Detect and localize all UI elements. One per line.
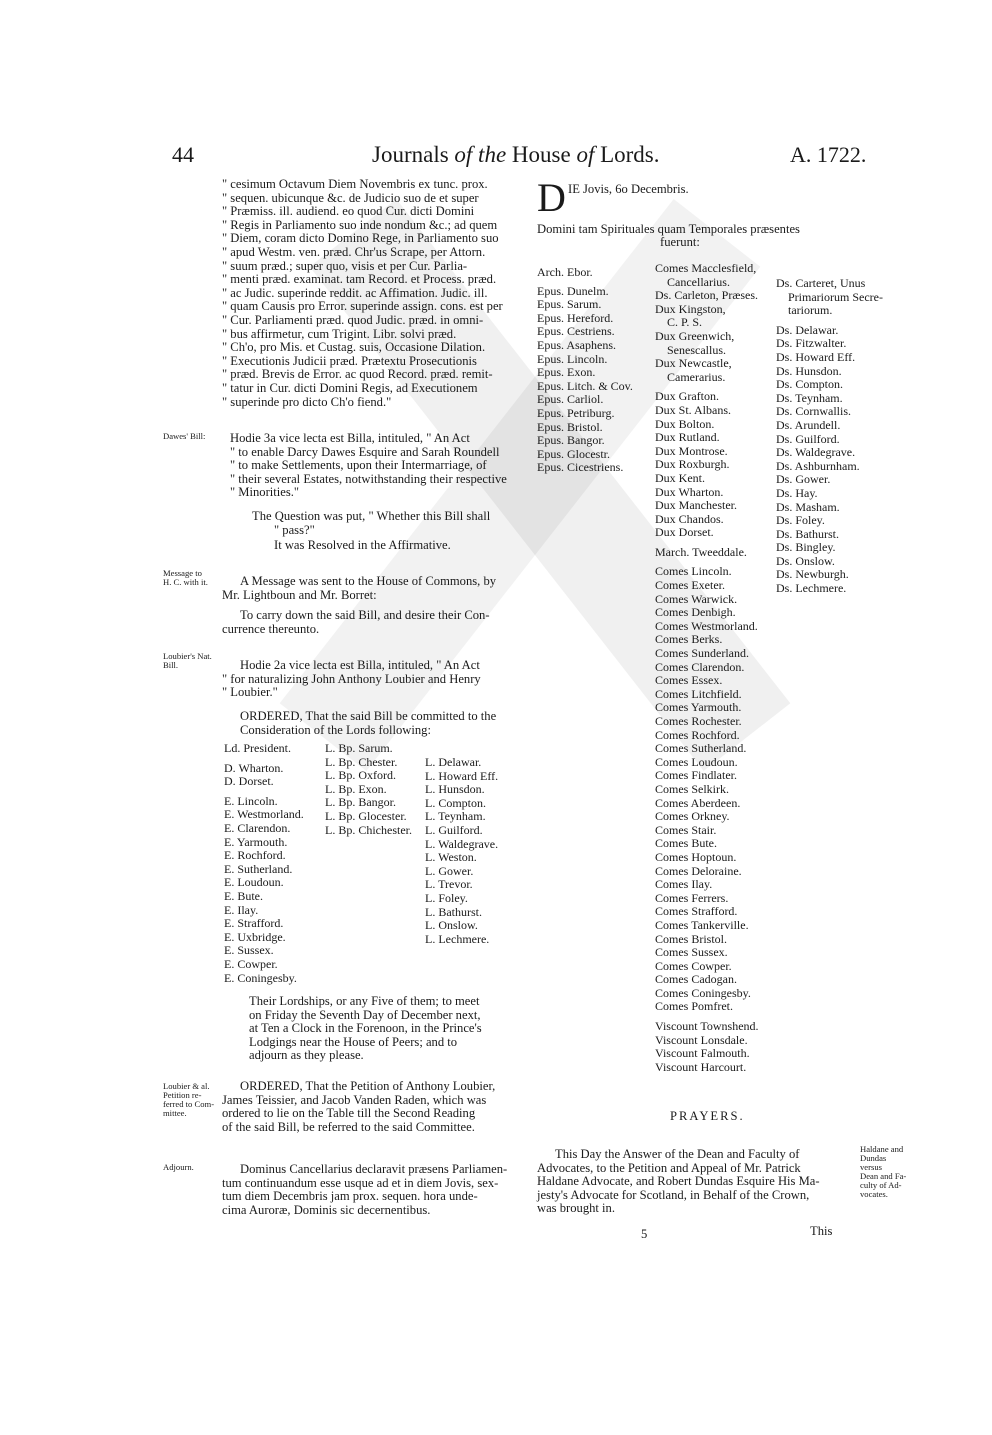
list-item: E. Strafford.: [224, 916, 284, 931]
margin-note-adjourn: Adjourn.: [163, 1162, 194, 1172]
text-line: " quam Causis pro Error. superinde assign. cons. est per: [222, 299, 503, 314]
list-item: D. Dorset.: [224, 774, 274, 789]
list-item: Epus. Carliol.: [537, 392, 604, 407]
list-item: Comes Denbigh.: [655, 605, 736, 620]
page-number: 44: [172, 142, 194, 167]
list-item: Comes Rochester.: [655, 714, 742, 728]
list-item: Dux Newcastle,: [655, 356, 732, 371]
margin-line: versus: [860, 1162, 882, 1172]
text-line: of the said Bill, be referred to the said Committee.: [222, 1119, 475, 1134]
list-item: Dux Kingston,: [655, 301, 726, 316]
list-item: Ds. Newburgh.: [776, 567, 849, 582]
list-item: Comes Orkney.: [655, 809, 730, 824]
list-item: Arch. Ebor.: [537, 265, 593, 279]
list-item: Epus. Dunelm.: [537, 283, 609, 298]
margin-note-message: [163, 569, 208, 587]
text-line: " for naturalizing John Anthony Loubier and Henry: [222, 671, 481, 686]
list-item: Comes Sutherland.: [655, 741, 747, 756]
barons-column: [776, 277, 883, 596]
drop-cap: D: [537, 175, 566, 220]
present-heading-cont: fuerunt:: [660, 235, 700, 249]
list-item: Cancellarius.: [667, 274, 730, 289]
date-line: IE Jovis, 6o Decembris.: [568, 182, 689, 196]
list-item: Dux Bolton.: [655, 416, 715, 431]
list-item: Viscount Lonsdale.: [655, 1032, 748, 1047]
list-item: Ds. Arundell.: [776, 417, 841, 432]
list-item: Viscount Harcourt.: [655, 1059, 747, 1074]
list-item: E. Westmorland.: [224, 807, 304, 822]
margin-line: Loubier's Nat.: [163, 651, 212, 661]
list-item: E. Uxbridge.: [224, 929, 286, 944]
loubier-bill-entry: [222, 659, 481, 700]
list-item: L. Lechmere.: [425, 931, 490, 946]
list-item: L. Delawar.: [425, 755, 482, 769]
title-word-journals: Journals: [372, 142, 449, 167]
list-item: Primariorum Secre-: [788, 289, 883, 304]
list-item: Epus. Lincoln.: [537, 351, 608, 366]
margin-line: Loubier & al.: [163, 1081, 210, 1091]
list-item: Comes Stair.: [655, 822, 717, 837]
text-line: ORDERED, That the said Bill be committed to the: [240, 709, 497, 723]
list-item: L. Hunsdon.: [425, 782, 485, 797]
margin-note-petition: [163, 1082, 214, 1118]
margin-note-haldane: [860, 1145, 906, 1199]
list-item: Comes Berks.: [655, 632, 723, 647]
margin-line: mittee.: [163, 1108, 187, 1118]
text-line: " their several Estates, notwithstanding their respective: [230, 471, 507, 486]
text-line: currence thereunto.: [222, 621, 320, 636]
list-item: Comes Cowper.: [655, 958, 732, 973]
list-item: Ds. Delawar.: [776, 322, 839, 337]
list-item: Comes Clarendon.: [655, 659, 745, 674]
text-line: " Ch'o, pro Mis. et Custag. suis, Occasione Dilation.: [222, 340, 486, 355]
text-line: " tatur in Cur. dicti Domini Regis, ad Executionem: [222, 380, 478, 395]
text-line: Lodgings near the House of Peers; and to: [249, 1034, 458, 1049]
text-line: A Message was sent to the House of Commons, by: [240, 574, 497, 588]
margin-line: Haldane and: [860, 1144, 904, 1154]
list-item: Epus. Hereford.: [537, 310, 614, 325]
text-line: " ac Judic. superinde reddit. ac Affimation. Judic. ill.: [222, 285, 488, 300]
text-line: " bus affirmetur, cum Trigint. Libr. solvi præd.: [222, 326, 457, 341]
list-item: Ds. Bathurst.: [776, 526, 839, 541]
list-item: Comes Cadogan.: [655, 972, 737, 987]
list-item: Dux Manchester.: [655, 498, 737, 513]
list-item: L. Waldegrave.: [425, 836, 499, 851]
list-item: L. Foley.: [425, 890, 468, 905]
text-line: Hodie 2a vice lecta est Billa, intituled, " An Act: [240, 658, 480, 672]
list-item: Epus. Litch. & Cov.: [537, 378, 633, 393]
committee-list-col3: [425, 756, 498, 946]
list-item: L. Onslow.: [425, 918, 478, 933]
text-line: " Minorities.": [230, 485, 300, 500]
list-item: E. Ilay.: [224, 902, 259, 917]
message-entry: [222, 575, 496, 636]
list-item: Comes Aberdeen.: [655, 795, 741, 810]
list-item: Senescallus.: [667, 342, 726, 357]
list-item: Ds. Masham.: [776, 499, 840, 514]
list-item: Comes Lincoln.: [655, 564, 732, 579]
list-item: E. Bute.: [224, 888, 263, 903]
text-line: was brought in.: [537, 1201, 616, 1216]
text-line: " to enable Darcy Dawes Esquire and Sarah Roundell: [230, 444, 500, 459]
text-line: This Day the Answer of the Dean and Faculty of: [555, 1147, 800, 1161]
list-item: Comes Findlater.: [655, 768, 737, 783]
list-item: L. Bp. Chester.: [325, 754, 398, 769]
list-item: Viscount Falmouth.: [655, 1046, 750, 1061]
text-line: ordered to lie on the Table till the Second Reading: [222, 1106, 476, 1121]
list-item: E. Sutherland.: [224, 861, 293, 876]
text-line: tum continuandum esse usque ad et in diem Jovis, sex-: [222, 1175, 499, 1190]
list-item: L. Bp. Sarum.: [325, 741, 393, 755]
list-item: Comes Exeter.: [655, 578, 725, 593]
list-item: L. Bp. Bangor.: [325, 795, 396, 810]
margin-line: culty of Ad-: [860, 1180, 902, 1190]
list-item: Dux Roxburgh.: [655, 457, 730, 472]
margin-line: ferred to Com-: [163, 1099, 215, 1109]
margin-note-dawes: Dawes' Bill:: [163, 431, 206, 441]
signature-mark: 5: [641, 1227, 648, 1241]
resolved-line: It was Resolved in the Affirmative.: [274, 538, 451, 553]
list-item: Comes Rochford.: [655, 727, 740, 742]
list-item: Ds. Fitzwalter.: [776, 336, 847, 351]
list-item: E. Coningesby.: [224, 970, 297, 985]
text-line: " superinde pro dicto Ch'o fiend.": [222, 394, 392, 409]
list-item: Comes Pomfret.: [655, 999, 733, 1014]
list-item: C. P. S.: [667, 315, 703, 330]
list-item: Comes Ilay.: [655, 877, 713, 892]
bishops-column: [537, 266, 633, 475]
list-item: E. Yarmouth.: [224, 834, 288, 849]
list-item: Epus. Glocestr.: [537, 446, 610, 461]
text-line: on Friday the Seventh Day of December next,: [249, 1007, 481, 1022]
list-item: Comes Bute.: [655, 836, 717, 851]
year-heading: A. 1722.: [790, 142, 867, 167]
answer-entry: [537, 1148, 820, 1216]
margin-line: Bill.: [163, 660, 179, 670]
list-item: Comes Sunderland.: [655, 646, 749, 661]
committee-list-col2: [325, 742, 412, 837]
list-item: tariorum.: [788, 303, 833, 318]
margin-line: vocates.: [860, 1189, 888, 1199]
list-item: Comes Tankerville.: [655, 917, 749, 932]
list-item: Dux St. Albans.: [655, 402, 732, 417]
text-line: " Diem, coram dicto Domino Rege, in Parliamento suo: [222, 231, 499, 246]
text-line: " suum præd.; super quo, visis et per Cur. Parlia-: [222, 258, 468, 273]
margin-line: Dean and Fa-: [860, 1171, 907, 1181]
list-item: L. Guilford.: [425, 822, 483, 837]
list-item: Ds. Onslow.: [776, 553, 835, 568]
list-item: L. Compton.: [425, 795, 487, 810]
text-line: Consideration of the Lords following:: [240, 722, 431, 737]
text-line: Hodie 3a vice lecta est Billa, intituled, " An Act: [230, 431, 470, 445]
list-item: L. Weston.: [425, 850, 477, 865]
list-item: Ds. Waldegrave.: [776, 445, 856, 460]
list-item: E. Loudoun.: [224, 875, 284, 890]
list-item: E. Clarendon.: [224, 820, 291, 835]
margin-line: Petition re-: [163, 1090, 202, 1100]
lordships-meeting: [249, 995, 482, 1063]
list-item: Ds. Hay.: [776, 485, 818, 500]
text-line: The Question was put, " Whether this Bill shall: [252, 509, 491, 523]
ordered-committee: [222, 710, 496, 737]
list-item: Dux Rutland.: [655, 430, 720, 445]
question-put: [252, 510, 490, 553]
list-item: Ds. Carteret, Unus: [776, 276, 866, 290]
petition-entry: [222, 1080, 495, 1134]
text-line: at Ten a Clock in the Forenoon, in the Prince's: [249, 1021, 482, 1036]
margin-line: Dundas: [860, 1153, 887, 1163]
text-line: To carry down the said Bill, and desire their Con-: [240, 608, 490, 623]
title-word-lords: Lords.: [600, 142, 660, 167]
list-item: Dux Kent.: [655, 470, 705, 485]
list-item: L. Bp. Oxford.: [325, 768, 396, 783]
list-item: Ds. Ashburnham.: [776, 458, 860, 473]
text-line: tum diem Decembris jam prox. sequen. hora unde-: [222, 1189, 478, 1204]
text-line: Dominus Cancellarius declaravit præsens Parliamen-: [240, 1162, 508, 1176]
list-item: March. Tweeddale.: [655, 544, 747, 559]
list-item: D. Wharton.: [224, 760, 284, 775]
list-item: Ds. Foley.: [776, 513, 825, 528]
adjourn-entry: [222, 1163, 507, 1217]
list-item: Epus. Petriburg.: [537, 405, 615, 420]
list-item: Ds. Gower.: [776, 472, 831, 487]
list-item: Ds. Hunsdon.: [776, 363, 842, 378]
list-item: E. Rochford.: [224, 848, 286, 863]
text-line: " præd. Brevis de Error. ac quod Record. præd. remit-: [222, 367, 493, 382]
text-line: ORDERED, That the Petition of Anthony Loubier,: [240, 1079, 496, 1093]
list-item: Ds. Guilford.: [776, 431, 840, 446]
temporal-lords-column: [655, 262, 759, 1074]
list-item: L. Bp. Chichester.: [325, 822, 412, 837]
list-item: E. Cowper.: [224, 956, 278, 971]
title-word-of: of: [576, 142, 595, 167]
list-item: Comes Loudoun.: [655, 754, 738, 769]
margin-note-loubier: [163, 652, 212, 670]
text-line: adjourn as they please.: [249, 1048, 364, 1063]
text-line: " Regis in Parliamento suo inde nondum &c.; ad quem: [222, 217, 498, 232]
list-item: Comes Strafford.: [655, 904, 738, 919]
list-item: Comes Bristol.: [655, 931, 728, 946]
title-word-house: House: [511, 142, 571, 167]
list-item: Comes Selkirk.: [655, 781, 729, 796]
text-line: " Cur. Parliamenti præd. quod Judic. præd. in omni-: [222, 312, 484, 327]
margin-line: H. C. with it.: [163, 577, 208, 587]
text-line: " apud Westm. ven. præd. Chr'us Scrape, per Attorn.: [222, 244, 486, 259]
text-line: " to make Settlements, upon their Intermarriage, of: [230, 458, 487, 473]
list-item: Dux Dorset.: [655, 525, 714, 540]
margin-line: Message to: [163, 568, 202, 578]
list-item: Comes Yarmouth.: [655, 700, 742, 715]
list-item: Dux Chandos.: [655, 511, 724, 526]
list-item: L. Gower.: [425, 863, 474, 878]
writ-text: [222, 178, 503, 409]
text-line: James Teissier, and Jacob Vanden Raden, which was: [222, 1092, 487, 1107]
list-item: Comes Litchfield.: [655, 686, 742, 701]
text-line: Mr. Lightboun and Mr. Borret:: [222, 587, 377, 602]
present-heading: Domini tam Spirituales quam Temporales præsentes: [537, 222, 800, 236]
list-item: Epus. Bristol.: [537, 419, 603, 434]
catchword: This: [810, 1224, 833, 1238]
committee-list-col1: [224, 742, 304, 985]
list-item: Dux Montrose.: [655, 443, 728, 458]
list-item: L. Bp. Exon.: [325, 781, 387, 796]
list-item: L. Teynham.: [425, 809, 486, 824]
list-item: Ds. Bingley.: [776, 540, 836, 555]
list-item: Comes Macclesfield,: [655, 261, 757, 275]
list-item: Comes Sussex.: [655, 945, 728, 960]
list-item: L. Howard Eff.: [425, 768, 499, 783]
list-item: L. Bathurst.: [425, 904, 482, 919]
list-item: Ds. Howard Eff.: [776, 349, 856, 364]
text-line: cima Auroræ, Dominis sic decernentibus.: [222, 1202, 431, 1217]
list-item: Epus. Exon.: [537, 365, 596, 380]
list-item: L. Trevor.: [425, 877, 473, 892]
list-item: Comes Essex.: [655, 673, 723, 688]
list-item: Epus. Cestriens.: [537, 324, 615, 339]
list-item: Dux Greenwich,: [655, 328, 735, 343]
list-item: Dux Grafton.: [655, 389, 719, 404]
list-item: Comes Coningesby.: [655, 985, 751, 1000]
list-item: Ds. Carleton, Præses.: [655, 288, 758, 303]
list-item: Epus. Sarum.: [537, 297, 602, 312]
text-line: Advocates, to the Petition and Appeal of Mr. Patrick: [537, 1160, 801, 1175]
list-item: Ds. Lechmere.: [776, 581, 847, 596]
text-line: Their Lordships, or any Five of them; to meet: [249, 994, 480, 1008]
list-item: Ds. Teynham.: [776, 390, 843, 405]
text-line: " cesimum Octavum Diem Novembris ex tunc. prox.: [222, 177, 488, 191]
list-item: Viscount Townshend.: [655, 1019, 759, 1034]
list-item: Epus. Bangor.: [537, 433, 605, 448]
text-line: " Loubier.": [222, 685, 278, 700]
text-line: " Præmiss. ill. audiend. eo quod Cur. dicti Domini: [222, 204, 475, 219]
list-item: Dux Wharton.: [655, 484, 724, 499]
list-item: Camerarius.: [667, 369, 726, 384]
text-line: " sequen. ubicunque &c. de Judicio suo de et super: [222, 190, 479, 205]
list-item: Ds. Cornwallis.: [776, 404, 851, 419]
text-line: jesty's Advocate for Scotland, in Behalf of the Crown,: [537, 1187, 810, 1202]
list-item: Epus. Asaphens.: [537, 337, 616, 352]
list-item: Ds. Compton.: [776, 377, 844, 392]
list-item: E. Sussex.: [224, 943, 274, 958]
list-item: Comes Warwick.: [655, 591, 738, 606]
text-line: Haldane Advocate, and Robert Dundas Esquire His Ma-: [537, 1174, 820, 1189]
list-item: L. Bp. Glocester.: [325, 808, 407, 823]
list-item: Comes Westmorland.: [655, 618, 758, 633]
list-item: Epus. Cicestriens.: [537, 460, 624, 475]
dawes-bill-entry: [230, 432, 507, 500]
list-item: Comes Ferrers.: [655, 890, 729, 905]
text-line: " pass?": [274, 522, 315, 537]
text-line: " Executionis Judicii præd. Prætextu Prosecutionis: [222, 353, 477, 368]
title-word-of-the: of the: [454, 142, 507, 167]
running-title: [372, 142, 660, 168]
list-item: Ld. President.: [224, 741, 291, 755]
prayers-heading: PRAYERS.: [670, 1109, 745, 1123]
list-item: Comes Hoptoun.: [655, 849, 737, 864]
text-line: " menti præd. examinat. tam Record. et Process. præd.: [222, 272, 497, 287]
list-item: E. Lincoln.: [224, 793, 278, 808]
list-item: Comes Deloraine.: [655, 863, 742, 878]
